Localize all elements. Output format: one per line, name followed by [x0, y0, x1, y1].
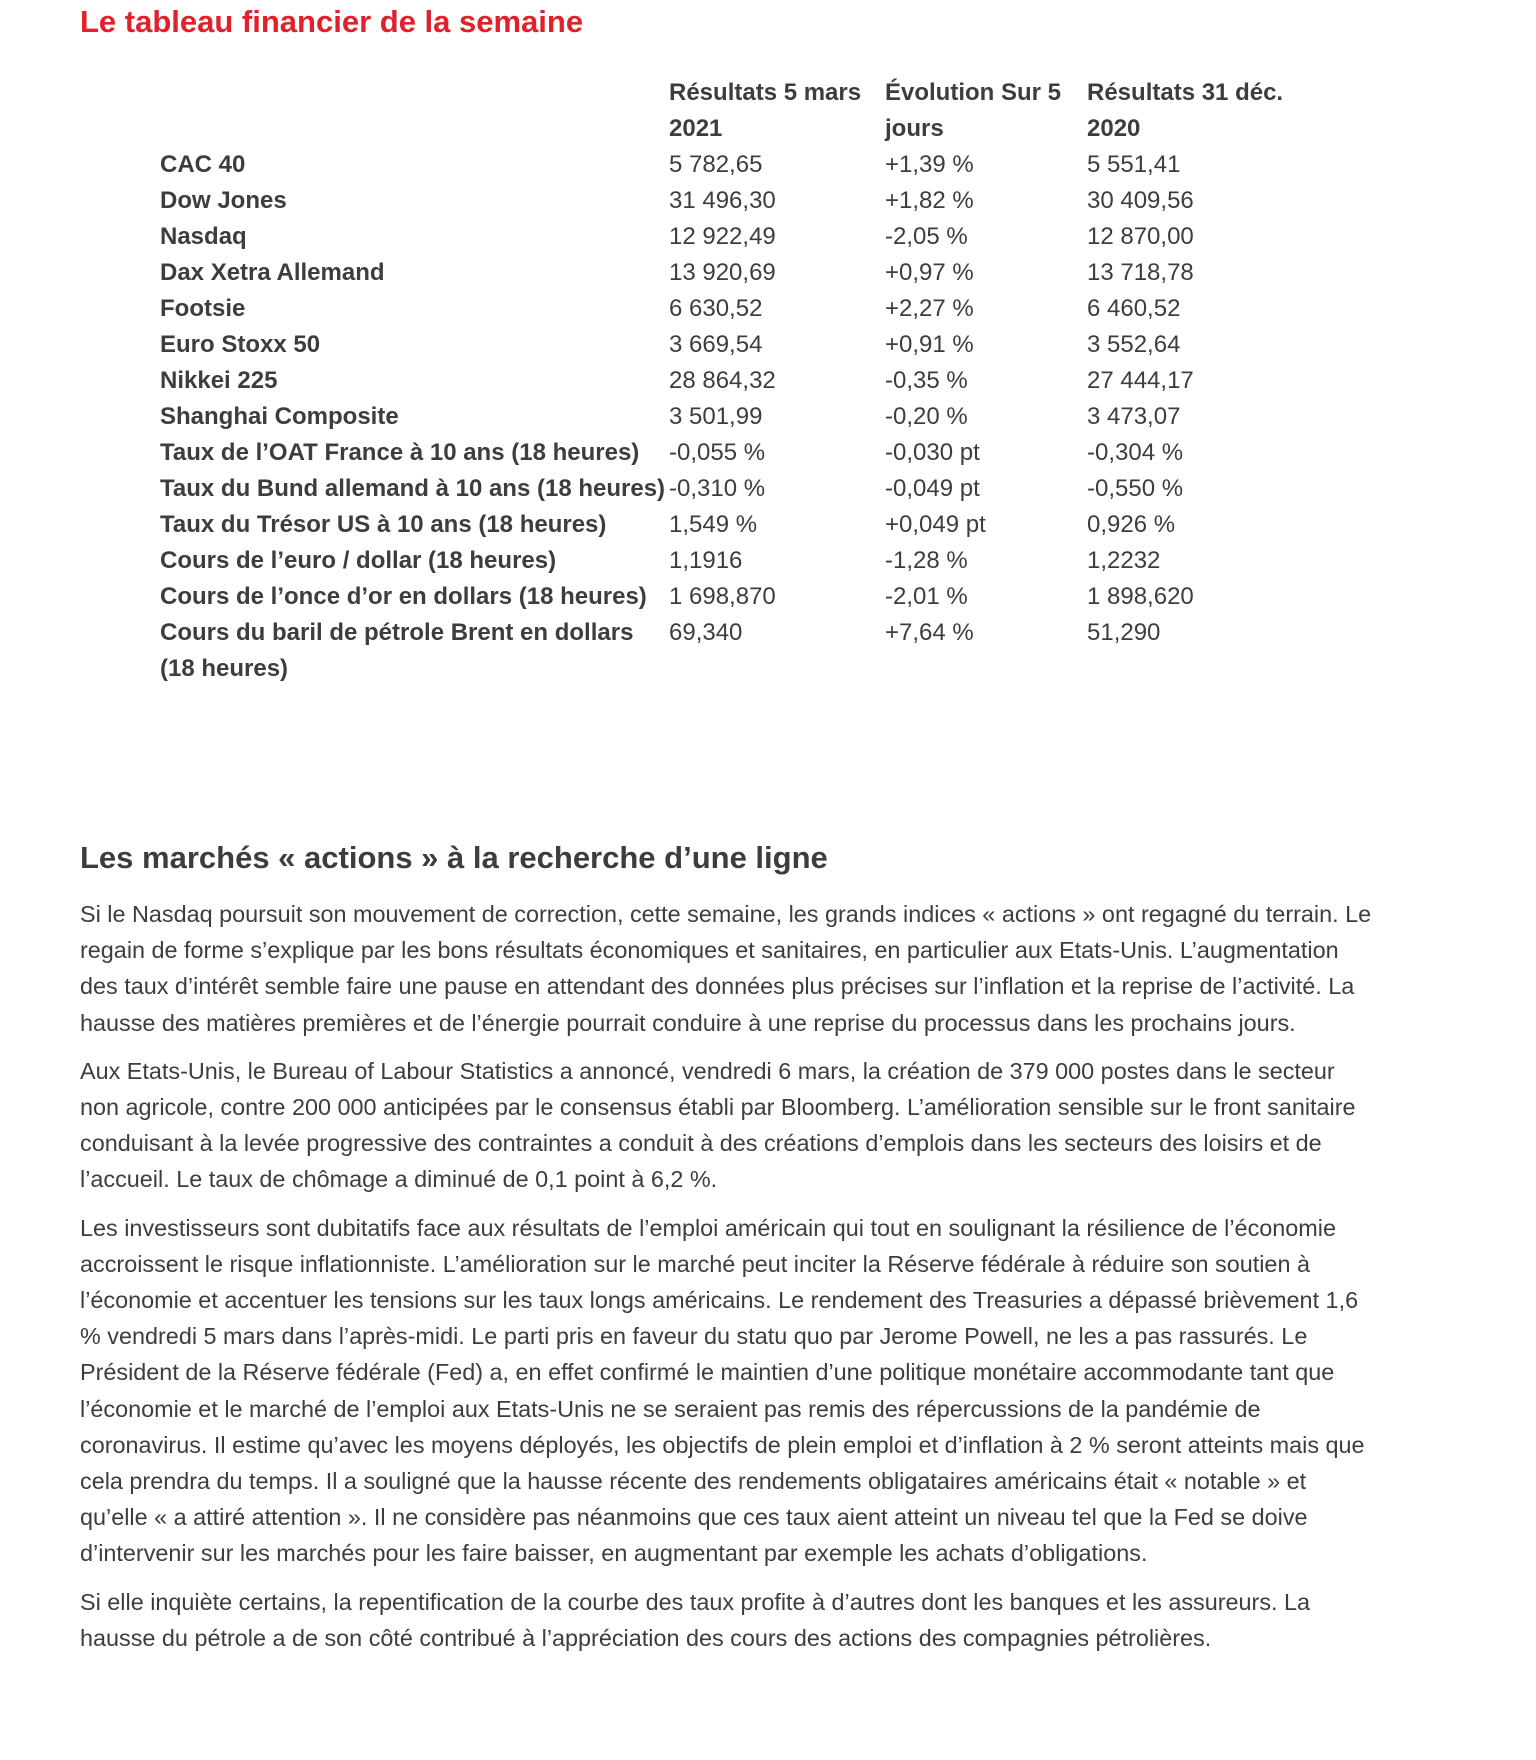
row-results-2021: -0,310 %: [669, 475, 766, 502]
table-row: [160, 291, 1327, 327]
row-results-2020: 3 473,07: [1087, 403, 1181, 430]
row-evolution: +0,97 %: [885, 259, 974, 286]
row-results-2021: 1,1916: [669, 547, 743, 574]
row-results-2020: 51,290: [1087, 619, 1161, 646]
article-heading: Les marchés « actions » à la recherche d’une ligne: [80, 840, 828, 875]
row-evolution: -0,030 pt: [885, 439, 980, 466]
header-results-2020: Résultats 31 déc. 2020: [1087, 79, 1284, 142]
row-results-2020: 27 444,17: [1087, 367, 1194, 394]
row-results-2020: -0,550 %: [1087, 475, 1184, 502]
document-page: [80, 0, 1380, 1651]
row-evolution: +0,049 pt: [885, 511, 986, 538]
row-results-2020: 3 552,64: [1087, 331, 1181, 358]
row-name: Taux du Bund allemand à 10 ans (18 heures): [160, 475, 666, 502]
row-results-2021: 5 782,65: [669, 151, 763, 178]
row-results-2021: 28 864,32: [669, 367, 776, 394]
header-evolution: Évolution Sur 5 jours: [885, 79, 1062, 142]
financial-table: [160, 75, 1327, 687]
table-row: [160, 507, 1327, 543]
row-results-2020: 1 898,620: [1087, 583, 1194, 610]
row-results-2021: 12 922,49: [669, 223, 776, 250]
row-results-2021: 1 698,870: [669, 583, 776, 610]
row-results-2020: 6 460,52: [1087, 295, 1181, 322]
row-results-2020: 5 551,41: [1087, 151, 1181, 178]
row-evolution: -2,05 %: [885, 223, 968, 250]
article-paragraph: Aux Etats-Unis, le Bureau of Labour Statistics a annoncé, vendredi 6 mars, la création de 379 000 postes dans le secteur non agricole, contre 200 000 anticipées par le consensus établi par Bloomberg. L’amélioration sensible sur le front sanitaire conduisant à la levée progressive des contraintes a conduit à des créations d’emplois dans les secteurs des loisirs et de l’accueil. Le taux de chômage a diminué de 0,1 point à 6,2 %.: [80, 1057, 1356, 1193]
row-results-2020: 1,2232: [1087, 547, 1161, 574]
article-paragraph: Si le Nasdaq poursuit son mouvement de correction, cette semaine, les grands indices « actions » ont regagné du terrain. Le regain de forme s’explique par les bons résultats économiques et sanitaires, en particulier aux Etats-Unis. L’augmentation des taux d’intérêt semble faire une pause en attendant des données plus précises sur l’inflation et la reprise de l’activité. La hausse des matières premières et de l’énergie pourrait conduire à une reprise du processus dans les prochains jours.: [80, 901, 1372, 1036]
row-name: Cours du baril de pétrole Brent en dollars (18 heures): [160, 619, 634, 682]
row-evolution: -2,01 %: [885, 583, 968, 610]
table-row: [160, 363, 1327, 399]
row-name: Cours de l’once d’or en dollars (18 heures): [160, 583, 647, 610]
row-results-2020: -0,304 %: [1087, 439, 1184, 466]
table-row: [160, 543, 1327, 579]
row-results-2020: 30 409,56: [1087, 187, 1194, 214]
table-row: [160, 183, 1327, 219]
table-row: [160, 435, 1327, 471]
table-row: [160, 147, 1327, 183]
table-row: [160, 327, 1327, 363]
row-name: Cours de l’euro / dollar (18 heures): [160, 547, 557, 574]
row-name: Shanghai Composite: [160, 403, 399, 430]
row-name: CAC 40: [160, 151, 246, 178]
row-results-2021: 1,549 %: [669, 511, 758, 538]
row-name: Nikkei 225: [160, 367, 278, 394]
row-results-2021: 3 669,54: [669, 331, 763, 358]
row-evolution: +2,27 %: [885, 295, 974, 322]
row-name: Dow Jones: [160, 187, 287, 214]
row-results-2021: 69,340: [669, 619, 743, 646]
page-title: Le tableau financier de la semaine: [80, 4, 584, 39]
header-results-2021: Résultats 5 mars 2021: [669, 79, 862, 142]
row-name: Euro Stoxx 50: [160, 331, 321, 358]
table-row: [160, 615, 1327, 687]
row-evolution: -0,20 %: [885, 403, 968, 430]
row-evolution: -0,049 pt: [885, 475, 980, 502]
table-row: [160, 219, 1327, 255]
row-name: Footsie: [160, 295, 246, 322]
row-evolution: -0,35 %: [885, 367, 968, 394]
row-evolution: -1,28 %: [885, 547, 968, 574]
table-row: [160, 255, 1327, 291]
row-name: Nasdaq: [160, 223, 247, 250]
row-name: Taux du Trésor US à 10 ans (18 heures): [160, 511, 607, 538]
row-results-2021: -0,055 %: [669, 439, 766, 466]
row-results-2021: 31 496,30: [669, 187, 776, 214]
row-results-2021: 13 920,69: [669, 259, 776, 286]
article-paragraph: Les investisseurs sont dubitatifs face aux résultats de l’emploi américain qui tout en soulignant la résilience de l’économie accroissent le risque inflationniste. L’amélioration sur le marché peut inciter la Réserve fédérale à réduire son soutien à l’économie et accentuer les tensions sur les taux longs américains. Le rendement des Treasuries a dépassé brièvement 1,6 % vendredi 5 mars dans l’après-midi. Le parti pris en faveur du statu quo par Jerome Powell, ne les a pas rassurés. Le Président de la Réserve fédérale (Fed) a, en effet confirmé le maintien d’une politique monétaire accommodante tant que l’économie et le marché de l’emploi aux Etats-Unis ne se seraient pas remis des répercussions de la pandémie de coronavirus. Il estime qu’avec les moyens déployés, les objectifs de plein emploi et d’inflation à 2 % seront atteints mais que cela prendra du temps. Il a souligné que la hausse récente des rendements obligataires américains était « notable » et qu’elle « a attiré attention ». Il ne considère pas néanmoins que ces taux aient atteint un niveau tel que la Fed se doive d’intervenir sur les marchés pour les faire baisser, en augmentant par exemple les achats d’obligations.: [80, 1214, 1365, 1567]
row-results-2020: 0,926 %: [1087, 511, 1176, 538]
table-row: [160, 471, 1327, 507]
table-body: [160, 147, 1327, 687]
row-results-2021: 6 630,52: [669, 295, 763, 322]
row-results-2021: 3 501,99: [669, 403, 763, 430]
table-row: [160, 579, 1327, 615]
row-name: Taux de l’OAT France à 10 ans (18 heures): [160, 439, 640, 466]
row-name: Dax Xetra Allemand: [160, 259, 385, 286]
row-evolution: +1,82 %: [885, 187, 974, 214]
row-results-2020: 13 718,78: [1087, 259, 1194, 286]
row-evolution: +1,39 %: [885, 151, 974, 178]
table-header-row: [160, 75, 1327, 147]
row-evolution: +0,91 %: [885, 331, 974, 358]
row-evolution: +7,64 %: [885, 619, 974, 646]
article-paragraph: Si elle inquiète certains, la repentification de la courbe des taux profite à d’autres dont les banques et les assureurs. La hausse du pétrole a de son côté contribué à l’appréciation des cours des actions des compagnies pétrolières.: [80, 1588, 1311, 1651]
article-body: [80, 896, 1380, 1668]
table-row: [160, 399, 1327, 435]
header-name: [160, 75, 669, 147]
row-results-2020: 12 870,00: [1087, 223, 1194, 250]
